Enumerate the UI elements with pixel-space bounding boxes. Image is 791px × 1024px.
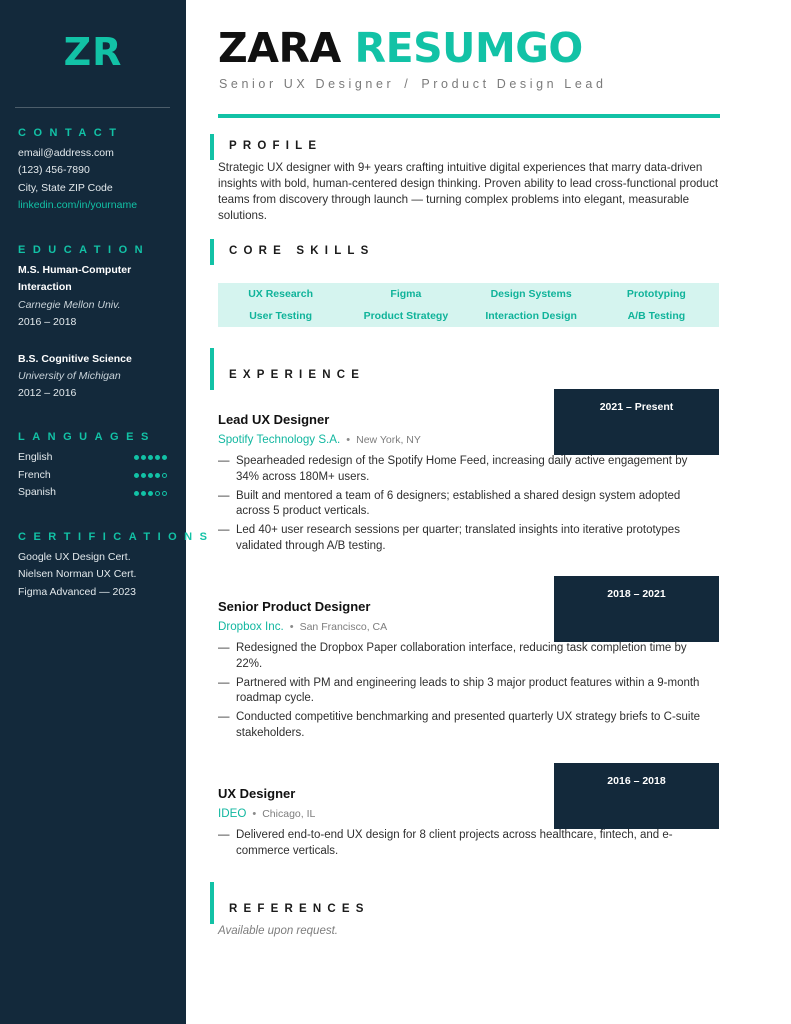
certification-item: Figma Advanced — 2023 bbox=[18, 585, 136, 598]
job-date-badge: 2018 – 2021 bbox=[554, 576, 719, 642]
language-row bbox=[18, 484, 167, 502]
candidate-name bbox=[218, 24, 583, 72]
skill-tag: UX Research bbox=[248, 288, 314, 300]
company-name: Dropbox Inc. bbox=[218, 620, 284, 633]
job-bullets bbox=[218, 828, 722, 860]
job-title: Lead UX Designer bbox=[218, 412, 330, 427]
skill-tag: Interaction Design bbox=[485, 310, 577, 322]
job-meta bbox=[218, 617, 722, 636]
section-accent-bar bbox=[210, 239, 214, 265]
job-bullets bbox=[218, 641, 722, 742]
language-name: French bbox=[18, 468, 51, 481]
experience-heading: EXPERIENCE bbox=[229, 369, 366, 381]
title-primary: Senior UX Designer bbox=[219, 77, 395, 91]
job-bullet: — Conducted competitive benchmarking and presented quarterly UX strategy briefs to C-suite stakeholders. bbox=[218, 711, 701, 739]
job-location: Chicago, IL bbox=[262, 808, 316, 820]
contact-email[interactable]: email@address.com bbox=[18, 147, 114, 159]
proficiency-dot-filled bbox=[162, 455, 167, 460]
proficiency-dots bbox=[134, 467, 167, 485]
linkedin-link[interactable]: linkedin.com/in/yourname bbox=[18, 199, 138, 212]
proficiency-dot-filled bbox=[141, 473, 146, 478]
job-bullet: — Spearheaded redesign of the Spotify Home Feed, increasing daily active engagement by 34% across 180M+ users. bbox=[218, 455, 688, 483]
sidebar-divider bbox=[15, 107, 170, 108]
skills-grid bbox=[218, 283, 719, 327]
job-title: Senior Product Designer bbox=[218, 599, 371, 614]
job-meta bbox=[218, 430, 722, 449]
first-name: ZARA bbox=[218, 24, 341, 72]
proficiency-dots bbox=[134, 484, 167, 502]
proficiency-dot-filled bbox=[155, 473, 160, 478]
job-bullet: — Led 40+ user research sessions per quarter; translated insights into iterative prototypes validated through A/B testing. bbox=[218, 524, 680, 552]
proficiency-dot-filled bbox=[155, 455, 160, 460]
job-bullet: — Built and mentored a team of 6 designers; established a shared design system adopted across 5 product verticals. bbox=[218, 489, 681, 518]
certifications-section bbox=[18, 529, 215, 601]
contact-section bbox=[18, 125, 178, 215]
job-entry bbox=[218, 598, 722, 745]
job-date-badge: 2016 – 2018 bbox=[554, 763, 719, 829]
education-heading: EDUCATION bbox=[18, 244, 151, 256]
proficiency-dot-empty bbox=[162, 491, 167, 496]
education-school: University of Michigan bbox=[18, 370, 121, 383]
skill-tag: Figma bbox=[390, 288, 422, 300]
contact-phone: (123) 456-7890 bbox=[18, 164, 90, 177]
job-location: New York, NY bbox=[356, 434, 421, 446]
education-years: 2016 – 2018 bbox=[18, 316, 77, 329]
certification-item: Google UX Design Cert. bbox=[18, 551, 131, 563]
education-school: Carnegie Mellon Univ. bbox=[18, 298, 121, 311]
meta-separator: • bbox=[252, 808, 257, 820]
job-meta bbox=[218, 804, 722, 823]
contact-location: City, State ZIP Code bbox=[18, 181, 113, 194]
title-separator: / bbox=[404, 77, 412, 91]
proficiency-dot-filled bbox=[141, 491, 146, 496]
job-title: UX Designer bbox=[218, 786, 296, 801]
proficiency-dot-filled bbox=[134, 473, 139, 478]
proficiency-dot-filled bbox=[141, 455, 146, 460]
proficiency-dot-filled bbox=[148, 491, 153, 496]
skills-heading: CORE SKILLS bbox=[229, 245, 375, 257]
skill-tag: User Testing bbox=[249, 310, 313, 322]
references-text: Available upon request. bbox=[218, 925, 338, 937]
languages-heading: LANGUAGES bbox=[18, 431, 156, 443]
job-bullets bbox=[218, 454, 722, 555]
references-heading: REFERENCES bbox=[229, 903, 370, 915]
section-accent-bar bbox=[210, 882, 214, 924]
certification-item: Nielsen Norman UX Cert. bbox=[18, 568, 137, 581]
section-accent-bar bbox=[210, 134, 214, 160]
monogram: ZR bbox=[63, 30, 123, 74]
proficiency-dot-empty bbox=[155, 491, 160, 496]
job-bullet: — Delivered end-to-end UX design for 8 client projects across healthcare, fintech, and e-commerce verticals. bbox=[218, 829, 673, 857]
section-accent-bar bbox=[210, 348, 214, 390]
meta-separator: • bbox=[289, 621, 294, 633]
profile-text: Strategic UX designer with 9+ years crafting intuitive digital experiences that marry data-driven insights with bold, human-centered design thinking. Proven ability to lead cross-functional product teams from discovery through launch — turning complex problems into elegant, measurable solutions. bbox=[218, 161, 719, 222]
education-degree: B.S. Cognitive Science bbox=[18, 352, 132, 365]
job-bullet: — Redesigned the Dropbox Paper collaboration interface, reducing task completion time by 22%. bbox=[218, 642, 687, 670]
language-row bbox=[18, 449, 167, 467]
sidebar bbox=[0, 0, 215, 1024]
proficiency-dot-filled bbox=[148, 455, 153, 460]
education-years: 2012 – 2016 bbox=[18, 387, 77, 400]
header-divider bbox=[218, 114, 720, 118]
proficiency-dots bbox=[134, 449, 167, 467]
contact-heading: CONTACT bbox=[18, 127, 124, 139]
job-entry bbox=[218, 785, 722, 863]
meta-separator: • bbox=[346, 434, 351, 446]
title-secondary: Product Design Lead bbox=[421, 77, 607, 91]
proficiency-dot-filled bbox=[134, 491, 139, 496]
company-name: IDEO bbox=[218, 807, 247, 820]
job-location: San Francisco, CA bbox=[299, 621, 388, 633]
company-name: Spotify Technology S.A. bbox=[218, 433, 341, 446]
skill-tag: Design Systems bbox=[490, 288, 572, 300]
job-bullet: — Partnered with PM and engineering leads to ship 3 major product features within a 9-month roadmap cycle. bbox=[218, 676, 700, 705]
education-degree: M.S. Human-Computer Interaction bbox=[18, 264, 132, 294]
proficiency-dot-filled bbox=[148, 473, 153, 478]
last-name: RESUMGO bbox=[354, 24, 583, 72]
language-row bbox=[18, 467, 167, 485]
proficiency-dot-empty bbox=[162, 473, 167, 478]
skill-tag: Prototyping bbox=[626, 288, 686, 300]
skill-tag: Product Strategy bbox=[363, 310, 449, 322]
job-date-badge: 2021 – Present bbox=[554, 389, 719, 455]
education-section bbox=[18, 242, 178, 403]
languages-section bbox=[18, 429, 178, 502]
language-name: Spanish bbox=[18, 486, 56, 499]
job-entry bbox=[218, 411, 722, 558]
language-name: English bbox=[18, 451, 53, 463]
certifications-heading: CERTIFICATIONS bbox=[18, 531, 215, 543]
job-titles bbox=[219, 77, 607, 91]
skill-tag: A/B Testing bbox=[627, 310, 686, 322]
profile-heading: PROFILE bbox=[229, 140, 323, 152]
proficiency-dot-filled bbox=[134, 455, 139, 460]
